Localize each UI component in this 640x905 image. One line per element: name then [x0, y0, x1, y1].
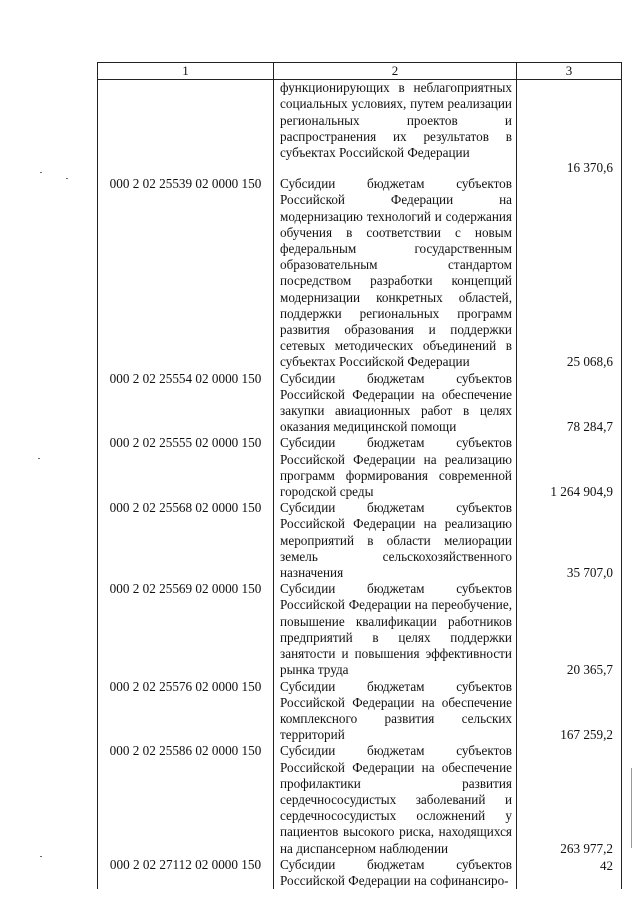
- table-row: [98, 581, 622, 678]
- row-amount: 25 068,6: [566, 354, 613, 370]
- row-description: Субсидии бюджетам субъектов Российской Федерации на реализацию мероприятий в области мелиорации земель сельскохозяйственного назначения: [280, 500, 512, 581]
- table-header-row: [98, 63, 622, 80]
- budget-table: [97, 62, 622, 889]
- budget-code: 000 2 02 25568 02 0000 150: [109, 500, 262, 516]
- column-header-code: 1: [98, 63, 274, 80]
- row-amount: 167 259,2: [560, 727, 613, 743]
- row-amount: 263 977,2: [560, 840, 613, 856]
- row-description: Субсидии бюджетам субъектов Российской Федерации на обеспечение закупки авиационных работ в целях оказания медицинской помощи: [280, 370, 512, 435]
- row-description: Субсидии бюджетам субъектов Российской Федерации на софинансиро-: [280, 856, 512, 888]
- row-amount: 16 370,6: [566, 160, 613, 175]
- table-row: [98, 743, 622, 856]
- row-amount: 1 264 904,9: [550, 484, 613, 500]
- budget-code: 000 2 02 25554 02 0000 150: [109, 370, 262, 386]
- row-amount: 78 284,7: [566, 419, 613, 435]
- table-row: [98, 80, 622, 177]
- budget-code: 000 2 02 25586 02 0000 150: [109, 743, 262, 759]
- scan-speck: [38, 458, 40, 459]
- table-row: [98, 500, 622, 581]
- row-amount: 35 707,0: [566, 565, 613, 581]
- row-amount: 20 365,7: [566, 662, 613, 678]
- budget-code: 000 2 02 25555 02 0000 150: [109, 435, 262, 451]
- scan-speck: [66, 178, 68, 179]
- scan-speck: [40, 172, 42, 173]
- table-row: [98, 435, 622, 500]
- budget-code: 000 2 02 25539 02 0000 150: [109, 176, 262, 192]
- scan-edge-line: [631, 768, 632, 848]
- row-description: Субсидии бюджетам субъектов Российской Федерации на обеспечение профилактики развития сердечнососудистых заболеваний и сердечнососудистых осложнений у пациентов высокого риска, находящихся на диспансерном наблюдении: [280, 743, 512, 856]
- table-row: [98, 857, 622, 889]
- table-row: [98, 371, 622, 436]
- row-description: функционирующих в неблагоприятных социальных условиях, путем реализации региональных проектов и распространения их результатов в субъектах Российской Федерации: [280, 80, 512, 161]
- column-header-description: 2: [274, 63, 517, 80]
- budget-code: 000 2 02 25569 02 0000 150: [109, 581, 262, 597]
- row-description: Субсидии бюджетам субъектов Российской Федерации на переобучение, повышение квалификации работников предприятий в целях поддержки занятости и повышения эффективности рынка труда: [280, 581, 512, 678]
- table-row: [98, 679, 622, 744]
- row-description: Субсидии бюджетам субъектов Российской Федерации на модернизацию технологий и содержания обучения в соответствии с новым федеральным государственным образовательным стандартом посредством разработки концепций модернизации конкретных областей, поддержки региональных программ развития образования и поддержки сетевых методических объединений в субъектах Российской Федерации: [280, 176, 512, 370]
- page-number: 42: [600, 858, 613, 873]
- scan-speck: [40, 856, 42, 857]
- row-description: Субсидии бюджетам субъектов Российской Федерации на обеспечение комплексного развития сельских территорий: [280, 678, 512, 743]
- column-header-amount: 3: [517, 63, 622, 80]
- row-description: Субсидии бюджетам субъектов Российской Федерации на реализацию программ формирования современной городской среды: [280, 435, 512, 500]
- budget-code: 000 2 02 25576 02 0000 150: [109, 678, 262, 694]
- table-row: [98, 176, 622, 370]
- budget-code: 000 2 02 27112 02 0000 150: [109, 856, 262, 872]
